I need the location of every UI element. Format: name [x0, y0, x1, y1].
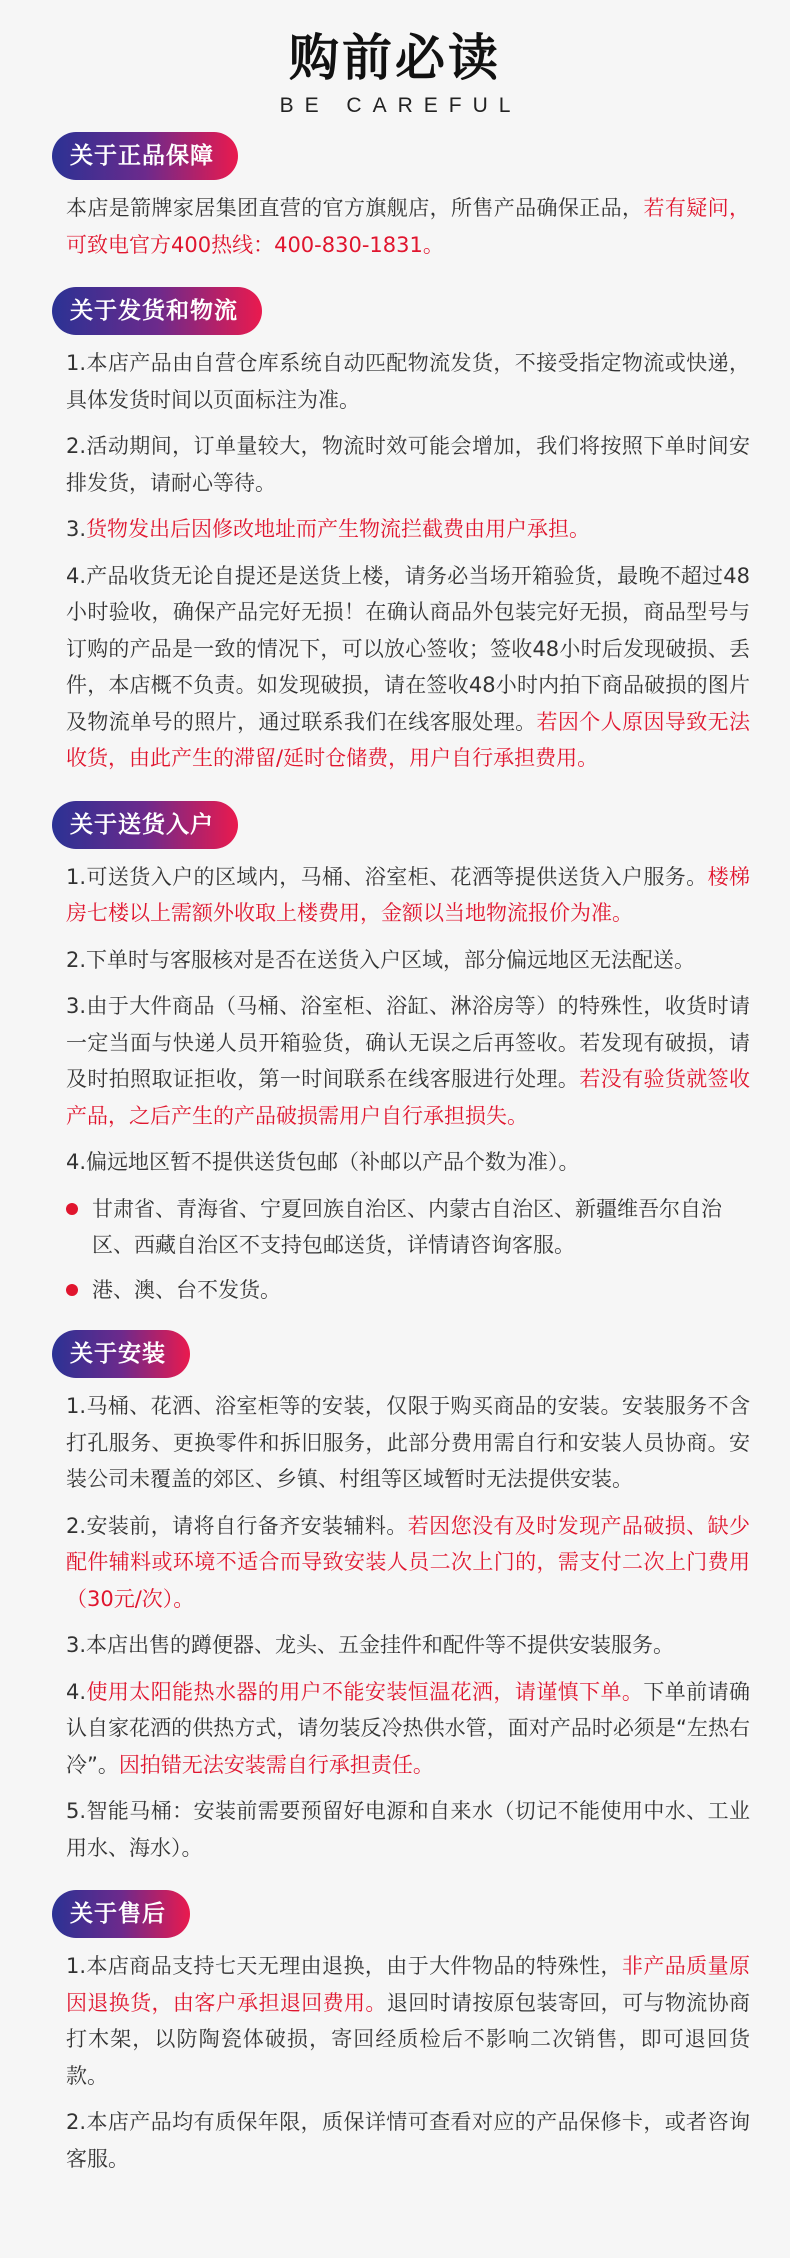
section-title-authentic: 关于正品保障	[52, 132, 238, 180]
aftersale-p1-text-2: 退回时请按原包装寄回，可与物流协商打木架，以防陶瓷体破损，寄回经质检后不影响二次销售，即可退回货款。	[66, 1990, 751, 2088]
section-aftersale	[0, 1890, 790, 2187]
aftersale-paragraph-1	[66, 1948, 750, 2104]
delivery-bullet-2-text: 港、澳、台不发货。	[92, 1277, 281, 1302]
section-install	[0, 1330, 790, 1876]
delivery-paragraph-1	[66, 859, 750, 942]
authentic-paragraph-1	[66, 190, 750, 273]
section-title-delivery: 关于送货入户	[52, 801, 238, 849]
delivery-paragraph-3	[66, 988, 750, 1144]
page-subtitle: BE CAREFUL	[279, 94, 522, 117]
list-item	[92, 1272, 750, 1317]
install-p2-text: 2.安装前，请将自行备齐安装辅料。	[66, 1513, 408, 1538]
install-paragraph-5: 5.智能马桶：安装前需要预留好电源和自来水（切记不能使用中水、工业用水、海水）。	[66, 1799, 750, 1860]
section-delivery	[0, 801, 790, 1317]
install-p4-warning-2: 因拍错无法安装需自行承担责任。	[118, 1752, 434, 1777]
section-shipping	[0, 287, 790, 787]
bullet-dot-icon	[66, 1284, 78, 1296]
install-p2-warning: 若因您没有及时发现产品破损、缺少配件辅料或环境不适合而导致安装人员二次上门的，需支付二次上门费用（30元/次）。	[66, 1513, 751, 1611]
shipping-paragraph-3	[66, 511, 750, 558]
section-title-aftersale: 关于售后	[52, 1890, 190, 1938]
install-paragraph-4	[66, 1674, 750, 1794]
shipping-paragraph-4	[66, 558, 750, 787]
section-authentic	[0, 132, 790, 273]
aftersale-p1-warning: 非产品质量原因退换货，由客户承担退回费用。	[66, 1954, 750, 2015]
install-p4-text: 下单前请确认自家花洒的供热方式，请勿装反冷热供水管，面对产品时必须是“左热右冷”。	[66, 1679, 750, 1777]
install-paragraph-3: 3.本店出售的蹲便器、龙头、五金挂件和配件等不提供安装服务。	[66, 1633, 675, 1657]
section-title-shipping: 关于发货和物流	[52, 287, 262, 335]
delivery-bullet-1-text: 甘肃省、青海省、宁夏回族自治区、内蒙古自治区、新疆维吾尔自治区、西藏自治区不支持包邮送货，详情请咨询客服。	[92, 1196, 722, 1257]
install-p4-number: 4.	[66, 1679, 87, 1704]
section-title-install: 关于安装	[52, 1330, 190, 1378]
delivery-p1-warning: 楼梯房七楼以上需额外收取上楼费用，金额以当地物流报价为准。	[66, 864, 750, 925]
delivery-paragraph-2: 2.下单时与客服核对是否在送货入户区域，部分偏远地区无法配送。	[66, 947, 696, 972]
page-title: 购前必读	[289, 29, 501, 87]
aftersale-p1-text: 1.本店商品支持七天无理由退换，由于大件物品的特殊性，	[66, 1954, 622, 1978]
authentic-p1-text: 本店是箭牌家居集团直营的官方旗舰店，所售产品确保正品，	[66, 196, 644, 220]
shipping-p3-warning: 货物发出后因修改地址而产生物流拦截费由用户承担。	[86, 517, 591, 541]
shipping-p4-text: 4.产品收货无论自提还是送货上楼，请务必当场开箱验货，最晚不超过48小时验收，确保产品完好无损！在确认商品外包装完好无损，商品型号与订购的产品是一致的情况下，可以放心签收；签收48小时后发现破损、丢件，本店概不负责。如发现破损，请在签收48小时内拍下商品破损的图片及物流单号的照片，通过联系我们在线客服处理。	[66, 563, 750, 734]
delivery-p1-text: 1.可送货入户的区域内，马桶、浴室柜、花洒等提供送货入户服务。	[66, 864, 708, 889]
shipping-paragraph-2: 2.活动期间，订单量较大，物流时效可能会增加，我们将按照下单时间安排发货，请耐心等待。	[66, 434, 750, 495]
page-header	[0, 0, 790, 132]
delivery-p3-text: 3.由于大件商品（马桶、浴室柜、浴缸、淋浴房等）的特殊性，收货时请一定当面与快递人员开箱验货，确认无误之后再签收。若发现有破损，请及时拍照取证拒收，第一时间联系在线客服进行处理。	[66, 994, 750, 1091]
shipping-paragraph-1: 1.本店产品由自营仓库系统自动匹配物流发货，不接受指定物流或快递，具体发货时间以页面标注为准。	[66, 351, 750, 412]
install-paragraph-2	[66, 1508, 750, 1628]
delivery-paragraph-4: 4.偏远地区暂不提供送货包邮（补邮以产品个数为准）。	[66, 1150, 580, 1174]
shipping-p3-number: 3.	[66, 517, 87, 541]
aftersale-paragraph-2: 2.本店产品均有质保年限，质保详情可查看对应的产品保修卡，或者咨询客服。	[66, 2110, 750, 2171]
shipping-p4-warning: 若因个人原因导致无法收货，由此产生的滞留/延时仓储费，用户自行承担费用。	[66, 709, 750, 770]
bullet-dot-icon	[66, 1203, 78, 1215]
list-item	[92, 1191, 750, 1272]
install-paragraph-1: 1.马桶、花洒、浴室柜等的安装，仅限于购买商品的安装。安装服务不含打孔服务、更换零件和拆旧服务，此部分费用需自行和安装人员协商。安装公司未覆盖的郊区、乡镇、村组等区域暂时无法提供安装。	[66, 1394, 750, 1491]
delivery-p3-warning: 若没有验货就签收产品，之后产生的产品破损需用户自行承担损失。	[66, 1067, 751, 1128]
authentic-p1-hotline: 若有疑问，可致电官方400热线：400-830-1831。	[66, 196, 751, 257]
install-p4-warning-1: 使用太阳能热水器的用户不能安装恒温花洒，请谨慎下单。	[86, 1679, 644, 1704]
